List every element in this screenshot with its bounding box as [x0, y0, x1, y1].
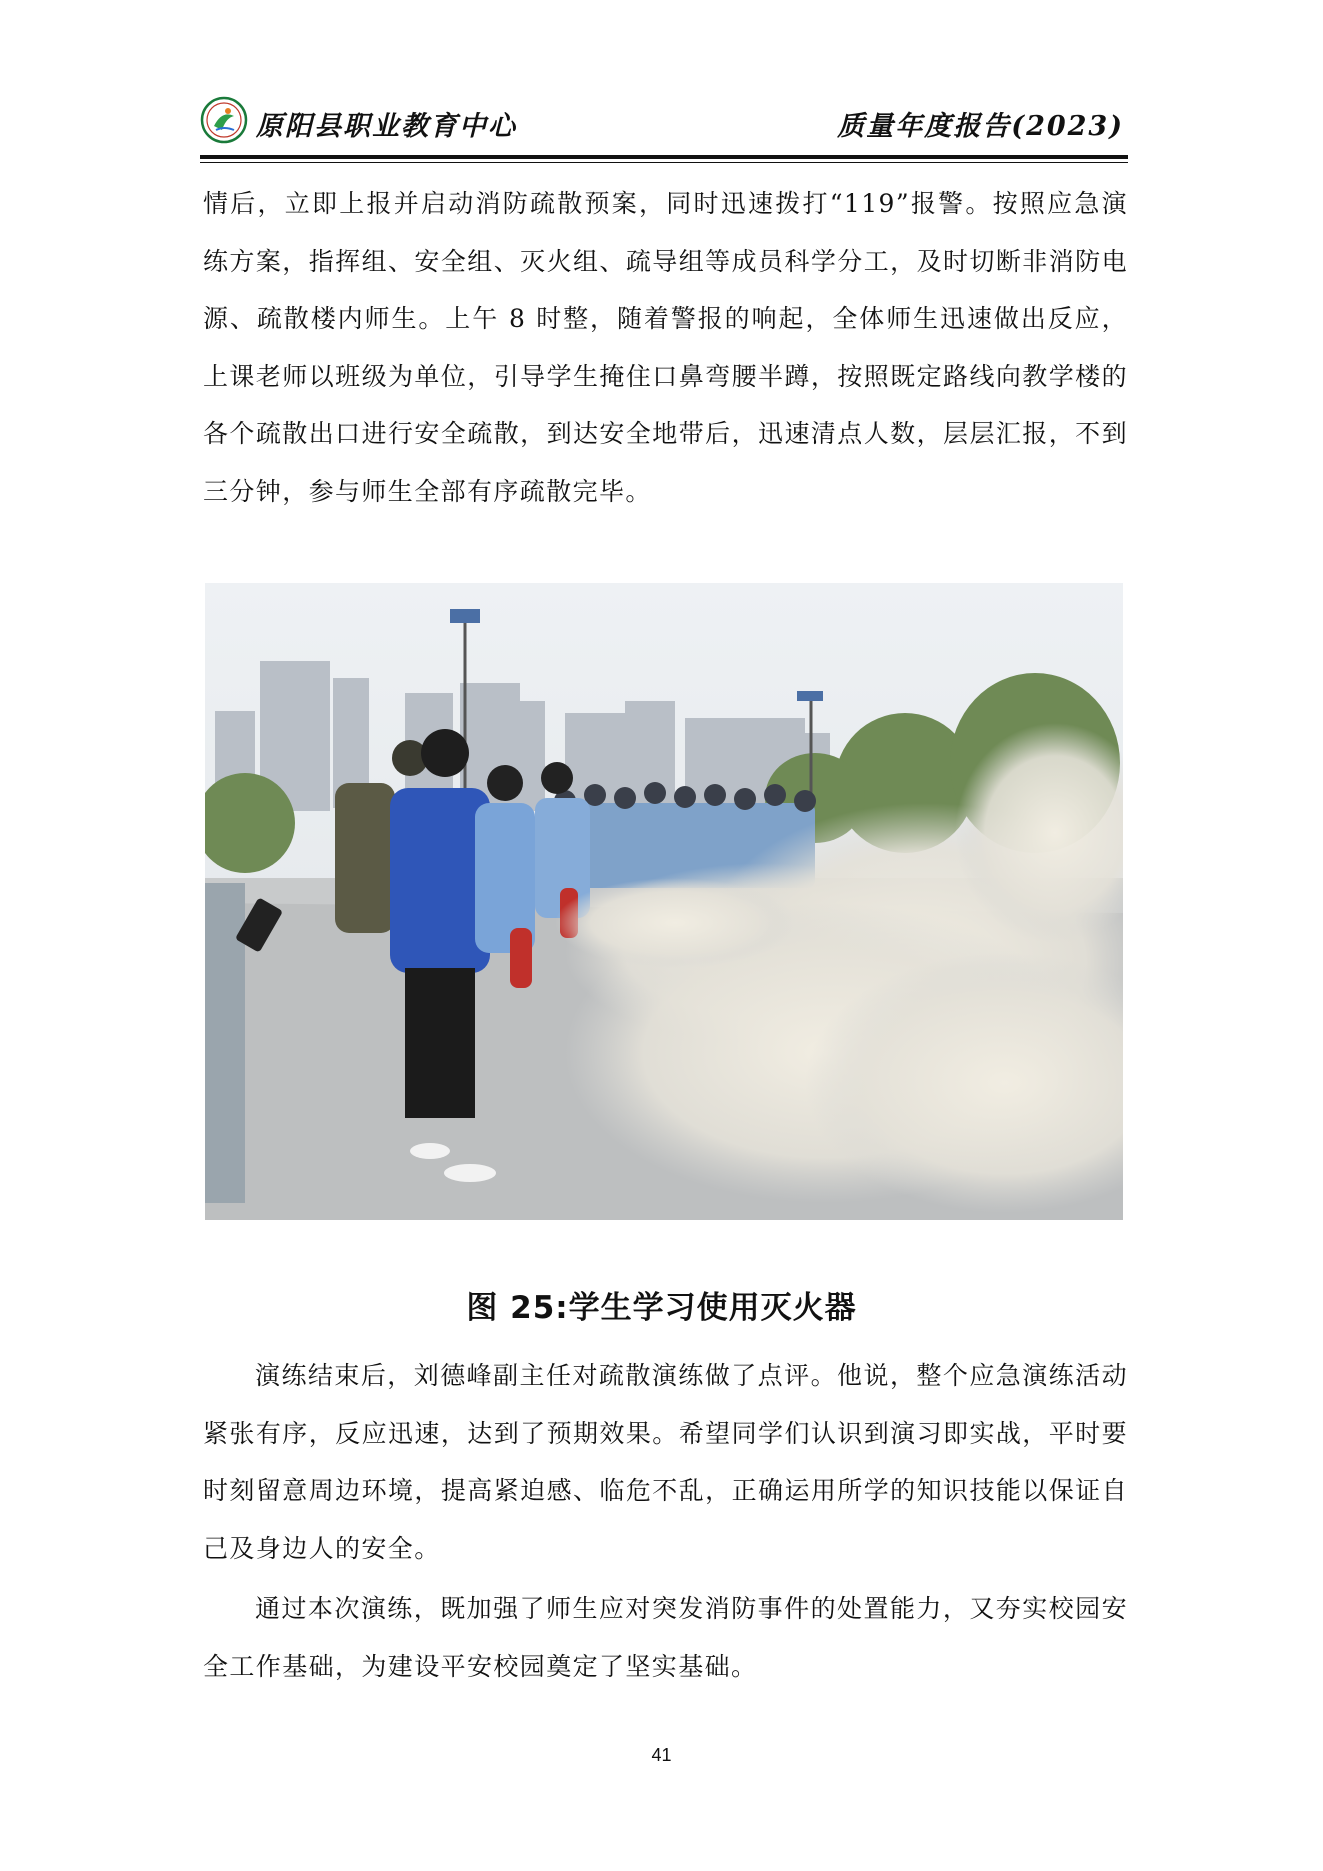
page-header — [200, 96, 1128, 152]
report-title: 质量年度报告(2023) — [837, 111, 1124, 142]
body-paragraph-3: 通过本次演练，既加强了师生应对突发消防事件的处置能力，又夯实校园安全工作基础，为建设平安校园奠定了坚实基础。 — [203, 1594, 1128, 1681]
figure-caption: 图 25:学生学习使用灭火器 — [466, 1290, 857, 1326]
header-rule-thick — [200, 155, 1128, 159]
school-name: 原阳县职业教育中心 — [256, 111, 517, 142]
fire-extinguisher-training-photo — [205, 583, 1123, 1220]
header-rule-thin — [200, 162, 1128, 163]
body-paragraph-1: 情后，立即上报并启动消防疏散预案，同时迅速拨打“119”报警。按照应急演练方案，指挥组、安全组、灭火组、疏导组等成员科学分工，及时切断非消防电源、疏散楼内师生。上午 8 时整，随着警报的响起，全体师生迅速做出反应，上课老师以班级为单位，引导学生掩住口鼻弯腰半蹲，按照既定路线向教学楼的各个疏散出口进行安全疏散，到达安全地带后，迅速清点人数，层层汇报，不到三分钟，参与师生全部有序疏散完毕。 — [203, 189, 1128, 506]
body-paragraph-2: 演练结束后，刘德峰副主任对疏散演练做了点评。他说，整个应急演练活动紧张有序，反应迅速，达到了预期效果。希望同学们认识到演习即实战，平时要时刻留意周边环境，提高紧迫感、临危不乱，正确运用所学的知识技能以保证自己及身边人的安全。 — [203, 1361, 1128, 1563]
page-number: 41 — [651, 1745, 672, 1765]
school-logo-icon — [200, 96, 248, 144]
